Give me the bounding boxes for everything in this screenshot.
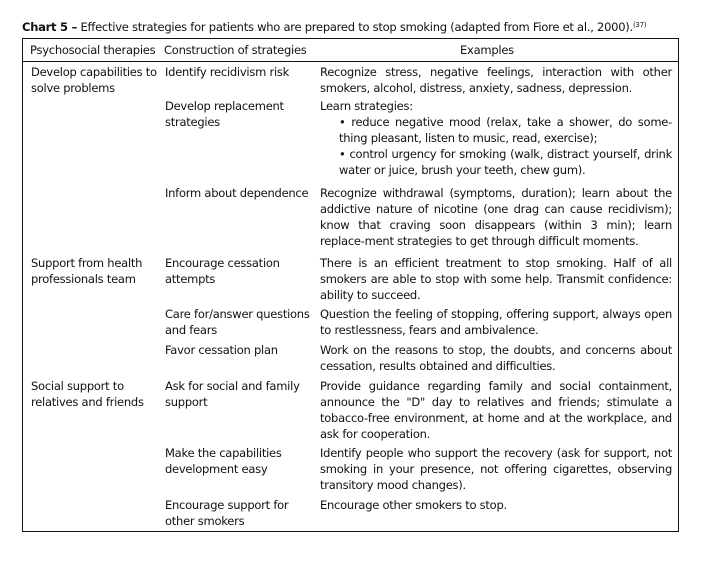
example-intro: Learn strategies:: [320, 99, 413, 113]
header-psychosocial-therapies: Psychosocial therapies: [30, 43, 156, 57]
strategy-cell: Encourage cessation attempts: [165, 256, 280, 286]
example-cell: Recognize withdrawal (symptoms, duration); learn about the addictive nature of nicotine (one drag can cause recidivism); know that craving soon disappears (within 3 min); learn replace-ment strategies to get through difficult moments.: [320, 186, 672, 248]
example-cell: [320, 98, 672, 178]
bullet-item: • reduce negative mood (relax, take a shower, do some-thing pleasant, listen to music, read, exercise);: [339, 115, 672, 145]
header-examples: Examples: [460, 43, 514, 57]
caption-text: Effective strategies for patients who are prepared to stop smoking (adapted from Fiore et al., 2000).: [77, 20, 633, 34]
strategy-cell: Favor cessation plan: [165, 343, 278, 357]
therapy-cell: Develop capabilities to solve problems: [31, 65, 157, 95]
strategy-cell: Develop replacement strategies: [165, 99, 284, 129]
example-cell: Recognize stress, negative feelings, interaction with other smokers, alcohol, distress, anxiety, sadness, depression.: [320, 65, 672, 95]
example-cell: Encourage other smokers to stop.: [320, 498, 507, 512]
strategy-cell: Identify recidivism risk: [165, 65, 290, 79]
example-cell: Provide guidance regarding family and social containment, announce the "D" day to relatives and friends; stimulate a tobacco-free environment, at home and at the workplace, and ask for cooperation.: [320, 379, 672, 441]
strategy-cell: Make the capabilities development easy: [165, 446, 282, 476]
example-cell: Identify people who support the recovery (ask for support, not smoking in your presence, not offering cigarettes, observing transitory mood changes).: [320, 446, 672, 492]
strategy-cell: Encourage support for other smokers: [165, 498, 289, 528]
strategy-cell: Inform about dependence: [165, 186, 309, 200]
strategy-cell: Care for/answer questions and fears: [165, 307, 310, 337]
example-cell: Work on the reasons to stop, the doubts, and concerns about cessation, results obtained and difficulties.: [320, 343, 672, 373]
therapy-cell: Support from health professionals team: [31, 256, 143, 286]
strategy-cell: Ask for social and family support: [165, 379, 300, 409]
table-header: [23, 39, 678, 62]
example-cell: There is an efficient treatment to stop smoking. Half of all smokers are able to stop with some help. Transmit confidence: ability to succeed.: [320, 256, 672, 302]
strategies-table: [22, 38, 679, 532]
caption-reference: (37): [632, 21, 647, 29]
therapy-cell: Social support to relatives and friends: [31, 379, 144, 409]
caption-label: Chart 5 –: [22, 20, 78, 34]
header-construction-of-strategies: Construction of strategies: [164, 43, 307, 57]
chart-caption: [22, 20, 646, 34]
bullet-item: • control urgency for smoking (walk, distract yourself, drink water or juice, brush your teeth, chew gum).: [339, 147, 672, 177]
example-cell: Question the feeling of stopping, offering support, always open to restlessness, fears and ambivalence.: [320, 307, 672, 337]
